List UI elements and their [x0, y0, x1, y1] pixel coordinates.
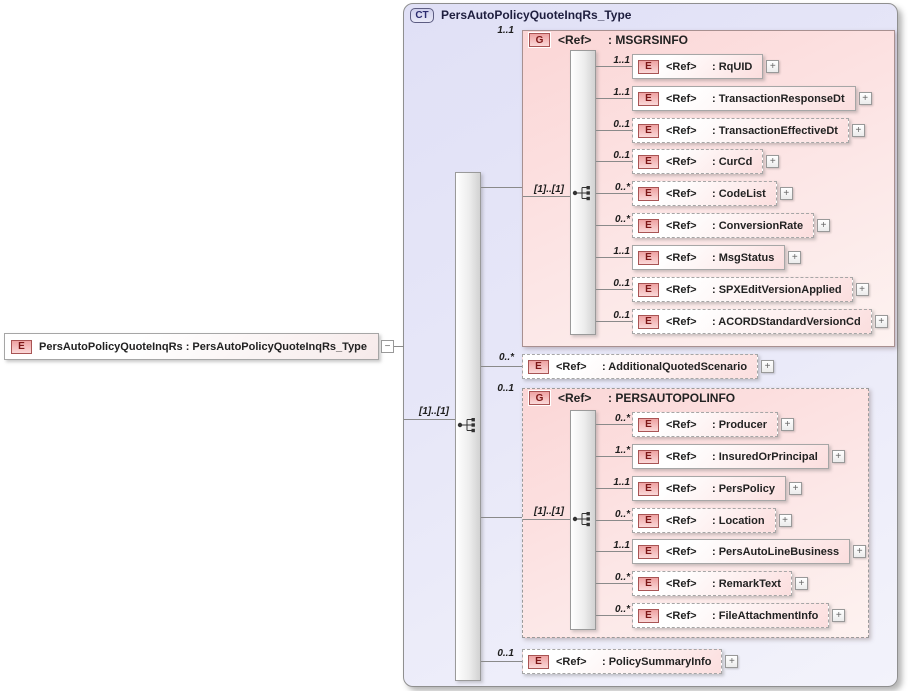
expand-button[interactable]: + — [766, 60, 779, 73]
element-name: : ACORDStandardVersionCd — [712, 315, 861, 328]
element-box-fileattachmentinfo[interactable] — [632, 603, 829, 628]
connector-line — [596, 520, 632, 521]
cardinality-label-additionalquotedscenario: 0..* — [498, 352, 514, 363]
connector-line — [596, 66, 632, 67]
connector-line — [596, 98, 632, 99]
root-element-label: PersAutoPolicyQuoteInqRs : PersAutoPolicyQuoteInqRs_Type — [39, 340, 368, 353]
element-badge: E — [638, 92, 659, 106]
element-badge: E — [638, 609, 659, 623]
cardinality-label: 0..* — [614, 413, 630, 424]
sequence-cardinality-label: [1]..[1] — [534, 506, 564, 517]
element-name: : ConversionRate — [712, 219, 804, 232]
element-row-fileattachmentinfo — [632, 603, 845, 628]
element-badge: E — [528, 655, 549, 669]
group-name: : MSGRSINFO — [608, 33, 688, 47]
element-ref: <Ref> — [666, 92, 697, 105]
element-badge: E — [638, 60, 659, 74]
expand-button[interactable]: + — [817, 219, 830, 232]
connector-line — [523, 196, 570, 197]
cardinality-label: 0..* — [614, 509, 630, 520]
complex-type-header — [410, 7, 631, 23]
expand-button[interactable]: + — [779, 514, 792, 527]
sequence-icon — [572, 510, 594, 528]
element-name: : PolicySummaryInfo — [602, 655, 712, 668]
connector-line — [596, 161, 632, 162]
element-ref: <Ref> — [666, 315, 697, 328]
sequence-icon — [457, 416, 479, 434]
element-badge: E — [638, 283, 659, 297]
element-name: : SPXEditVersionApplied — [712, 283, 842, 296]
element-ref: <Ref> — [556, 655, 587, 668]
element-ref: <Ref> — [666, 187, 697, 200]
element-row-codelist — [632, 181, 793, 206]
element-name: : MsgStatus — [712, 251, 775, 264]
element-row-additionalquotedscenario — [522, 354, 774, 379]
connector-line — [596, 488, 632, 489]
expand-button[interactable]: + — [788, 251, 801, 264]
element-name: : TransactionResponseDt — [712, 92, 845, 105]
element-box-perspolicy[interactable] — [632, 476, 786, 501]
element-ref: <Ref> — [666, 124, 697, 137]
expand-button[interactable]: + — [832, 450, 845, 463]
expand-button[interactable]: + — [789, 482, 802, 495]
element-row-transactioneffectivedt — [632, 118, 865, 143]
element-badge: E — [638, 482, 659, 496]
connector-line — [596, 289, 632, 290]
element-box-acordstandardversioncd[interactable] — [632, 309, 872, 334]
element-badge: E — [638, 450, 659, 464]
element-name: : Location — [712, 514, 765, 527]
group-ref: <Ref> — [558, 391, 592, 405]
element-name: : RqUID — [712, 60, 753, 73]
expand-button[interactable]: + — [859, 92, 872, 105]
complex-type-title: PersAutoPolicyQuoteInqRs_Type — [441, 8, 632, 22]
element-box-rquid[interactable] — [632, 54, 763, 79]
element-box-additionalquotedscenario[interactable] — [522, 354, 758, 379]
element-name: : RemarkText — [712, 577, 781, 590]
connector-line — [596, 130, 632, 131]
element-badge: E — [638, 418, 659, 432]
element-ref: <Ref> — [666, 418, 697, 431]
cardinality-label: 0..* — [614, 214, 630, 225]
expand-button[interactable]: + — [766, 155, 779, 168]
cardinality-label: 0..1 — [613, 278, 630, 289]
element-badge: E — [638, 219, 659, 233]
element-badge: E — [528, 360, 549, 374]
cardinality-label: 0..* — [614, 572, 630, 583]
element-badge: E — [638, 545, 659, 559]
expand-button[interactable]: + — [852, 124, 865, 137]
expand-button[interactable]: + — [853, 545, 866, 558]
element-name: : InsuredOrPrincipal — [712, 450, 818, 463]
connector-line — [596, 583, 632, 584]
element-ref: <Ref> — [666, 155, 697, 168]
element-box-codelist[interactable] — [632, 181, 777, 206]
connector-line — [481, 366, 522, 367]
element-name: : CurCd — [712, 155, 753, 168]
connector-line — [481, 517, 522, 518]
sequence-icon — [572, 184, 594, 202]
element-badge: E — [638, 124, 659, 138]
element-row-transactionresponsedt — [632, 86, 872, 111]
element-ref: <Ref> — [666, 251, 697, 264]
connector-line — [481, 661, 522, 662]
element-row-location — [632, 508, 792, 533]
element-row-persautolinebusiness — [632, 539, 866, 564]
root-element-box[interactable] — [4, 333, 379, 360]
collapse-button[interactable]: − — [381, 340, 394, 353]
element-badge: E — [638, 251, 659, 265]
element-box-remarktext[interactable] — [632, 571, 792, 596]
group-badge: G — [529, 391, 550, 405]
element-box-persautolinebusiness[interactable] — [632, 539, 850, 564]
connector-line — [404, 419, 456, 420]
element-box-conversionrate[interactable] — [632, 213, 814, 238]
element-box-policysummaryinfo[interactable] — [522, 649, 722, 674]
group-badge: G — [529, 33, 550, 47]
expand-button[interactable]: + — [781, 418, 794, 431]
expand-button[interactable]: + — [761, 360, 774, 373]
element-row-policysummaryinfo — [522, 649, 738, 674]
cardinality-label: 0..* — [614, 604, 630, 615]
element-ref: <Ref> — [666, 482, 697, 495]
element-name: : TransactionEffectiveDt — [712, 124, 838, 137]
element-box-location[interactable] — [632, 508, 776, 533]
cardinality-label: 0..* — [614, 182, 630, 193]
element-row-remarktext — [632, 571, 808, 596]
group-name: : PERSAUTOPOLINFO — [608, 391, 736, 405]
element-ref: <Ref> — [666, 609, 697, 622]
cardinality-label-msgrsinfo: 1..1 — [497, 25, 514, 36]
element-ref: <Ref> — [666, 60, 697, 73]
element-box-insuredorprincipal[interactable] — [632, 444, 829, 469]
element-badge: E — [638, 155, 659, 169]
element-row-curcd — [632, 149, 779, 174]
cardinality-label: 1..1 — [613, 477, 630, 488]
connector-line — [596, 321, 632, 322]
element-ref: <Ref> — [666, 219, 697, 232]
cardinality-label: 1..1 — [613, 540, 630, 551]
connector-line — [596, 257, 632, 258]
element-ref: <Ref> — [666, 545, 697, 558]
cardinality-label-policysummaryinfo: 0..1 — [497, 648, 514, 659]
expand-button[interactable]: + — [875, 315, 888, 328]
cardinality-label: 0..1 — [613, 310, 630, 321]
element-ref: <Ref> — [666, 450, 697, 463]
sequence-cardinality-label: [1]..[1] — [534, 184, 564, 195]
element-row-conversionrate — [632, 213, 830, 238]
connector-line — [596, 551, 632, 552]
element-ref: <Ref> — [666, 577, 697, 590]
cardinality-label: 1..1 — [613, 55, 630, 66]
element-row-producer — [632, 412, 794, 437]
element-ref: <Ref> — [556, 360, 587, 373]
group-header-persautopolinfo — [529, 390, 735, 406]
element-row-acordstandardversioncd — [632, 309, 888, 334]
sequence-cardinality-label: [1]..[1] — [419, 406, 449, 417]
element-badge: E — [638, 514, 659, 528]
element-row-rquid — [632, 54, 779, 79]
element-badge: E — [638, 577, 659, 591]
element-badge: E — [638, 315, 659, 329]
cardinality-label-persautopolinfo: 0..1 — [497, 383, 514, 394]
complex-type-badge: CT — [410, 8, 434, 23]
element-row-insuredorprincipal — [632, 444, 845, 469]
element-name: : AdditionalQuotedScenario — [602, 360, 748, 373]
element-name: : PersAutoLineBusiness — [712, 545, 840, 558]
element-row-msgstatus — [632, 245, 801, 270]
element-row-spxeditversionapplied — [632, 277, 869, 302]
connector-line — [523, 519, 570, 520]
element-name: : Producer — [712, 418, 768, 431]
expand-button[interactable]: + — [795, 577, 808, 590]
cardinality-label: 0..1 — [613, 119, 630, 130]
element-box-spxeditversionapplied[interactable] — [632, 277, 853, 302]
element-badge: E — [11, 340, 32, 354]
connector-line — [596, 424, 632, 425]
connector-line — [596, 225, 632, 226]
element-box-transactionresponsedt[interactable] — [632, 86, 856, 111]
cardinality-label: 1..* — [614, 445, 630, 456]
connector-line — [596, 615, 632, 616]
cardinality-label: 1..1 — [613, 87, 630, 98]
element-box-transactioneffectivedt[interactable] — [632, 118, 849, 143]
expand-button[interactable]: + — [725, 655, 738, 668]
element-name: : CodeList — [712, 187, 766, 200]
cardinality-label: 0..1 — [613, 150, 630, 161]
group-header-msgrsinfo — [529, 32, 688, 48]
element-box-curcd[interactable] — [632, 149, 763, 174]
element-box-msgstatus[interactable] — [632, 245, 785, 270]
element-badge: E — [638, 187, 659, 201]
element-box-producer[interactable] — [632, 412, 778, 437]
expand-button[interactable]: + — [856, 283, 869, 296]
group-ref: <Ref> — [558, 33, 592, 47]
element-name: : FileAttachmentInfo — [712, 609, 819, 622]
connector-line — [596, 456, 632, 457]
connector-line — [394, 346, 404, 347]
element-name: : PersPolicy — [712, 482, 775, 495]
cardinality-label: 1..1 — [613, 246, 630, 257]
connector-line — [596, 193, 632, 194]
element-row-perspolicy — [632, 476, 802, 501]
element-ref: <Ref> — [666, 283, 697, 296]
expand-button[interactable]: + — [832, 609, 845, 622]
element-ref: <Ref> — [666, 514, 697, 527]
expand-button[interactable]: + — [780, 187, 793, 200]
